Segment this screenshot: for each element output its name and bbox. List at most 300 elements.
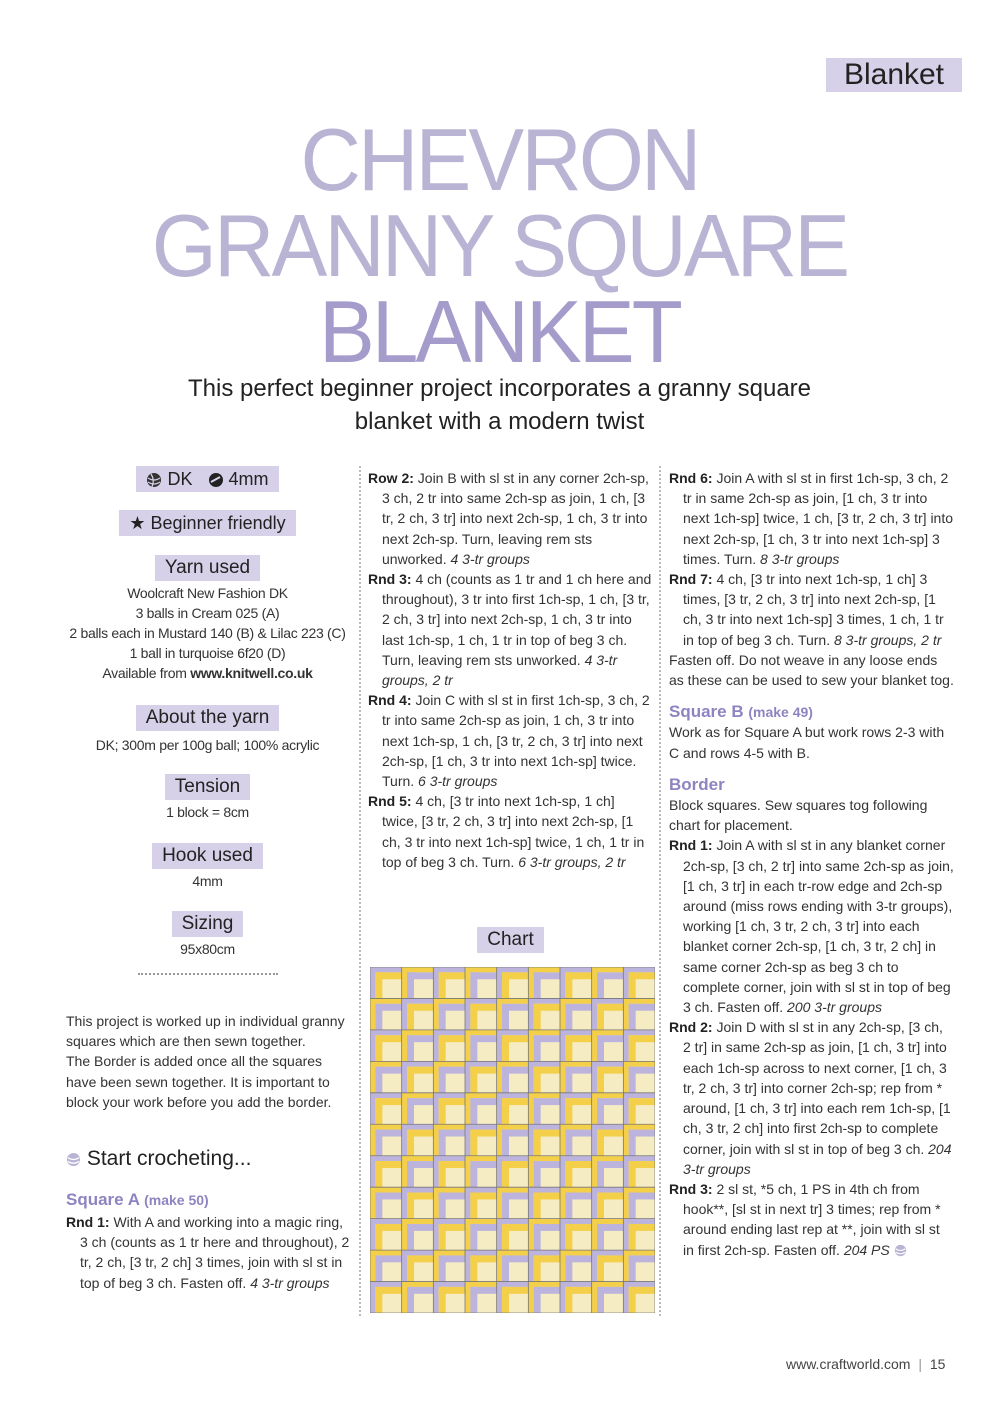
chart-square-band <box>375 1193 382 1219</box>
chart-label: Chart <box>368 927 653 953</box>
chart-square-band <box>597 1224 604 1250</box>
chart-square-band <box>528 1187 533 1218</box>
chart-square-centre <box>484 1112 493 1121</box>
chart-square-band <box>623 1250 628 1281</box>
chart-square-centre <box>579 1080 588 1089</box>
chart-square-band <box>592 1187 597 1218</box>
chart-square-band <box>597 1130 604 1156</box>
chart-square-band <box>433 998 438 1029</box>
chart-square-band <box>565 1067 572 1093</box>
chart-square-band <box>433 1061 438 1092</box>
chart-square-band <box>375 1255 382 1281</box>
chart-square-band <box>565 1287 572 1313</box>
chart-square-band <box>497 1093 502 1124</box>
divider <box>138 973 278 975</box>
chart-square-centre <box>516 1238 525 1247</box>
chart-square-band <box>407 1067 414 1093</box>
chart-square-band <box>629 1130 636 1156</box>
chart-square-band <box>565 972 572 998</box>
chart-square-centre <box>452 1206 461 1215</box>
chart-square-band <box>439 1067 446 1093</box>
chart-square-band <box>623 967 628 998</box>
chart-square-band <box>375 972 382 998</box>
chart-square-centre <box>421 1269 430 1278</box>
instructions-middle: Row 2: Join B with sl st in any corner 2ch-sp, 3 ch, 2 tr into same 2ch-sp as join, 1 ch, [3 tr, 2 ch, 3 tr] into next 2ch-sp, 1 ch, 3 tr into next 2ch-sp. Turn, leaving rem sts unworked. 4 3-tr groups Rnd 3: 4 ch (counts as 1 tr and 1 ch here and throughout), 3 tr into first 1ch-sp, 1 ch, [3 tr, 2 ch, 3 tr] into next 2ch-sp, 1 ch, 3 tr into last 1ch-sp, 1 ch, 1 tr in top of beg 3 ch. Turn, leaving rem sts unworked. 4 3-tr groups, 2 tr Rnd 4: Join C with sl st in first 1ch-sp, 3 ch, 2 tr into same 2ch-sp as join, 1 ch, 3 tr into next 1ch-sp, 1 ch, [3 tr, 2 ch, 3 tr] into next 2ch-sp, [1 ch, 3 tr into next 1ch-sp] twice. Turn. 6 3-tr groups Rnd 5: 4 ch, [3 tr into next 1ch-sp, 1 ch] twice, [3 tr, 2 ch, 3 tr] into next 2ch-sp, [1 ch, 3 tr into next 1ch-sp] twice, 1 ch, 1 tr in top of beg 3 ch. Turn. 6 3-tr groups, 2 tr <box>368 470 652 870</box>
column-divider <box>359 466 361 1316</box>
chart-square-centre <box>547 1017 556 1026</box>
chart-square-band <box>465 1156 470 1187</box>
chart-square-band <box>402 1030 407 1061</box>
chart-square-band <box>439 1098 446 1124</box>
chart-square-band <box>629 1098 636 1124</box>
chart-square-centre <box>579 1049 588 1058</box>
chart-square-band <box>502 1287 509 1313</box>
chart-square-centre <box>516 1143 525 1152</box>
chart-square-band <box>439 1255 446 1281</box>
chart-square-band <box>470 1067 477 1093</box>
chart-square-centre <box>389 1300 398 1309</box>
chart-square-centre <box>452 1017 461 1026</box>
chart-square-band <box>497 1156 502 1187</box>
chart-square-band <box>534 1287 541 1313</box>
chart-square-centre <box>452 1049 461 1058</box>
chart-square-band <box>560 967 565 998</box>
chart-square-band <box>402 1156 407 1187</box>
chart-square-centre <box>484 986 493 995</box>
chart-square-band <box>465 1250 470 1281</box>
chart-square-band <box>370 1061 375 1092</box>
chart-square-band <box>439 1224 446 1250</box>
chart-square-band <box>534 1130 541 1156</box>
chart-square-band <box>497 967 502 998</box>
chart-square-centre <box>452 1080 461 1089</box>
chart-square-band <box>592 998 597 1029</box>
chart-square-band <box>592 1282 597 1313</box>
page-number: 15 <box>929 1356 946 1372</box>
chart-square-centre <box>611 1300 620 1309</box>
chart-square-centre <box>547 1080 556 1089</box>
chart-square-band <box>402 967 407 998</box>
chart-square-band <box>407 1004 414 1030</box>
chart-square-band <box>407 1287 414 1313</box>
chart-square-band <box>560 1124 565 1155</box>
chart-square-band <box>534 1004 541 1030</box>
chart-square-band <box>497 1061 502 1092</box>
chart-square-centre <box>611 1017 620 1026</box>
chart-square-centre <box>516 1049 525 1058</box>
chart-square-band <box>597 1161 604 1187</box>
chart-square-centre <box>389 1238 398 1247</box>
chart-square-band <box>528 1124 533 1155</box>
chart-square-centre <box>611 1206 620 1215</box>
chart-square-band <box>465 1282 470 1313</box>
column-divider <box>659 466 661 1316</box>
chart-square-band <box>402 1219 407 1250</box>
chart-square-band <box>433 967 438 998</box>
chart-square-centre <box>547 1112 556 1121</box>
chart-square-band <box>597 1004 604 1030</box>
chart-square-band <box>470 1161 477 1187</box>
chart-square-centre <box>452 986 461 995</box>
chart-square-band <box>370 1124 375 1155</box>
chart-square-band <box>465 1093 470 1124</box>
chart-square-centre <box>389 1206 398 1215</box>
chart-square-centre <box>516 1080 525 1089</box>
title-line-3: BLANKET <box>318 282 681 381</box>
chart-square-band <box>439 1035 446 1061</box>
chart-square-band <box>502 1224 509 1250</box>
chart-square-centre <box>389 1269 398 1278</box>
chart-square-centre <box>579 1175 588 1184</box>
chart-square-centre <box>642 1206 651 1215</box>
chart-square-band <box>592 1250 597 1281</box>
chart-square-centre <box>484 1300 493 1309</box>
chart-square-band <box>407 1130 414 1156</box>
chart-square-band <box>502 1130 509 1156</box>
chart-square-band <box>465 1219 470 1250</box>
chart-square-band <box>560 1093 565 1124</box>
chart-square-band <box>402 1282 407 1313</box>
chart-square-band <box>433 1282 438 1313</box>
hook-icon <box>208 472 224 488</box>
chart-square-band <box>629 1067 636 1093</box>
chart-square-centre <box>516 1206 525 1215</box>
chart-square-band <box>560 1030 565 1061</box>
chart-square-band <box>402 1250 407 1281</box>
chart-square-centre <box>642 1143 651 1152</box>
chart-square-band <box>497 1219 502 1250</box>
chart-square-band <box>528 1219 533 1250</box>
footer-site[interactable]: www.craftworld.com <box>786 1356 911 1372</box>
chart-square-centre <box>421 1080 430 1089</box>
chart-square-band <box>560 1061 565 1092</box>
chart-square-band <box>402 1187 407 1218</box>
chart-square-centre <box>516 1112 525 1121</box>
chart-square-centre <box>389 1017 398 1026</box>
chart-square-centre <box>484 1269 493 1278</box>
chart-square-band <box>592 1219 597 1250</box>
chart-square-band <box>502 1004 509 1030</box>
chart-square-band <box>534 1224 541 1250</box>
chart-square-band <box>534 972 541 998</box>
chart-square-band <box>470 1193 477 1219</box>
chart-square-band <box>465 1061 470 1092</box>
about-yarn-section: About the yarn DK; 300m per 100g ball; 100% acrylic <box>95 707 320 753</box>
chart-square-band <box>370 1250 375 1281</box>
spec-level: ★ Beginner friendly <box>60 510 355 536</box>
chart-square-band <box>597 1098 604 1124</box>
chart-square-band <box>502 972 509 998</box>
chart-square-band <box>629 1224 636 1250</box>
chart-square-band <box>597 1035 604 1061</box>
chart-square-centre <box>547 1300 556 1309</box>
chart-square-band <box>534 1161 541 1187</box>
chart-square-band <box>597 1255 604 1281</box>
subtitle: This perfect beginner project incorporates a granny square blanket with a modern twist <box>187 375 811 435</box>
chart-square-band <box>439 1130 446 1156</box>
chart-square-band <box>623 1187 628 1218</box>
chart-square-centre <box>452 1238 461 1247</box>
chart-square-band <box>375 1067 382 1093</box>
chart-square-band <box>528 1030 533 1061</box>
chart-square-centre <box>421 1049 430 1058</box>
chart-square-band <box>402 1061 407 1092</box>
chart-square-band <box>597 1067 604 1093</box>
chart-square-band <box>407 972 414 998</box>
chart-square-centre <box>452 1175 461 1184</box>
chart-square-centre <box>547 986 556 995</box>
chart-square-band <box>375 1287 382 1313</box>
chart-square-centre <box>516 1269 525 1278</box>
chart-square-band <box>534 1035 541 1061</box>
chart-square-centre <box>389 1175 398 1184</box>
yarn-used-heading: Yarn used <box>155 555 260 581</box>
chart-square-band <box>623 1061 628 1092</box>
chart-square-band <box>502 1255 509 1281</box>
chart-square-centre <box>452 1300 461 1309</box>
chart-square-band <box>375 1161 382 1187</box>
chart-square-band <box>465 1124 470 1155</box>
chart-square-centre <box>389 1049 398 1058</box>
yarn-ball-icon <box>66 1152 81 1167</box>
chart-square-band <box>534 1255 541 1281</box>
chart-square-band <box>502 1035 509 1061</box>
chart-square-band <box>565 1130 572 1156</box>
chart-square-band <box>560 1187 565 1218</box>
chart-square-band <box>534 1098 541 1124</box>
chart-square-centre <box>642 1175 651 1184</box>
chart-square-centre <box>642 1017 651 1026</box>
chart-square-centre <box>516 1017 525 1026</box>
chart-square-centre <box>421 986 430 995</box>
chart-square-band <box>402 1124 407 1155</box>
chart-square-centre <box>611 1238 620 1247</box>
chart-square-band <box>407 1161 414 1187</box>
chart-square-band <box>370 1030 375 1061</box>
chart-square-centre <box>611 986 620 995</box>
chart-square-band <box>623 1030 628 1061</box>
chart-square-centre <box>484 1049 493 1058</box>
chart-square-band <box>439 1287 446 1313</box>
chart-square-band <box>402 998 407 1029</box>
chart-square-centre <box>516 986 525 995</box>
chart-square-centre <box>389 1112 398 1121</box>
chart-square-centre <box>452 1112 461 1121</box>
chart-square-band <box>629 1193 636 1219</box>
chart-square-band <box>433 1219 438 1250</box>
chart-square-band <box>465 1187 470 1218</box>
chart-square-band <box>560 1156 565 1187</box>
intro-text: This project is worked up in individual granny squares which are then sewn together. The Border is added once all the squares have been sewn together. It is important to block your work before you add the border. <box>66 1013 345 1110</box>
chart-square-centre <box>642 1049 651 1058</box>
chart-square-band <box>629 1287 636 1313</box>
chart-square-band <box>470 1255 477 1281</box>
chart-square-band <box>465 967 470 998</box>
chart-square-band <box>370 1219 375 1250</box>
chart-square-band <box>375 1035 382 1061</box>
chart-square-band <box>370 1156 375 1187</box>
chart-square-band <box>439 1004 446 1030</box>
chart-square-centre <box>547 1049 556 1058</box>
chart-square-band <box>597 1193 604 1219</box>
chart-square-centre <box>484 1206 493 1215</box>
chart-square-band <box>407 1098 414 1124</box>
chart-square-centre <box>421 1238 430 1247</box>
chart-square-centre <box>579 1238 588 1247</box>
chart-square-centre <box>421 1017 430 1026</box>
chart-square-band <box>370 1282 375 1313</box>
chart-square-band <box>597 972 604 998</box>
chart-square-centre <box>611 1175 620 1184</box>
chart-square-centre <box>611 1049 620 1058</box>
chart-square-band <box>623 1093 628 1124</box>
instructions-right: Rnd 6: Join A with sl st in first 1ch-sp, 3 ch, 2 tr in same 2ch-sp as join, [1 ch, 3 tr into next 1ch-sp] twice, 1 ch, [3 tr, 2 ch, 3 tr] into next 2ch-sp, [1 ch, 3 tr into next 1ch-sp] 3 times. Turn. 8 3-tr groups Rnd 7: 4 ch, [3 tr into next 1ch-sp, 1 ch] 3 times, [3 tr, 2 ch, 3 tr] into next 2ch-sp, [1 ch, 3 tr into next 1ch-sp] 3 times, 1 ch, 1 tr in top of beg 3 ch. Turn. 8 3-tr groups, 2 tr Fasten off. Do not weave in any loose ends as these can be used to sew your blanket tog. Square B (make 49) Work as for Square A but work rows 2-3 with C and rows 4-5 with B. Border Block squares. Sew squares tog following chart for placement. Rnd 1: Join A with sl st in any blanket corner 2ch-sp, [3 ch, 2 tr] into same 2ch-sp as join, [1 ch, 3 tr] in each tr-row edge and 2ch-sp around (miss rows ending with 3-tr groups), working [1 ch, 3 tr, 2 ch, 3 tr] into each blanket corner 2ch-sp, [1 ch, 3 tr, 2 ch] in same corner 2ch-sp as beg 3 ch to complete corner, join with sl st in top of beg 3 ch. Fasten off. 200 3-tr groups Rnd 2: Join D with sl st in any 2ch-sp, [3 ch, 2 tr] in same 2ch-sp as join, [1 ch, 3 tr] into each 1ch-sp across to next corner, [1 ch, 3 tr, 2 ch, 3 tr] into corner 2ch-sp; rep from * around, [1 ch, 3 tr] into each rem 1ch-sp, [1 ch, 3 tr, 2 ch] into first 2ch-sp to complete corner, join with sl st in top of beg 3 ch. 204 3-tr groups Rnd 3: 2 sl st, *5 ch, 1 PS in 4th ch from hook**, [sl st in next tr] 3 times; rep from * around ending last rep at **, join with sl st in first 2ch-sp. Fasten off. 204 PS <box>669 470 954 1258</box>
chart-square-band <box>560 1282 565 1313</box>
chart-square-band <box>565 1035 572 1061</box>
chart-square-band <box>497 998 502 1029</box>
chart-square-band <box>560 998 565 1029</box>
chart-square-band <box>497 1282 502 1313</box>
chart-square-centre <box>484 1175 493 1184</box>
yarn-used-section: Yarn used Woolcraft New Fashion DK 3 balls in Cream 025 (A) 2 balls each in Mustard 140 (B) & Lilac 223 (C) 1 ball in turquoise 6f20 (D) Available from www.knitwell.co.uk <box>69 557 346 681</box>
chart-square-centre <box>484 1017 493 1026</box>
chart-square-band <box>592 1061 597 1092</box>
spec-weight-hook: DK 4mm <box>60 466 355 492</box>
chart-square-centre <box>642 1238 651 1247</box>
chart-square-band <box>528 1282 533 1313</box>
chart-square-centre <box>547 1269 556 1278</box>
tension-section: Tension 1 block = 8cm <box>166 776 249 820</box>
chart-square-band <box>629 972 636 998</box>
chart-square-band <box>497 1250 502 1281</box>
chart-square-centre <box>484 1080 493 1089</box>
chart-square-band <box>375 1004 382 1030</box>
title-line-1: CHEVRON <box>300 110 699 209</box>
chart-square-band <box>407 1255 414 1281</box>
star-icon: ★ <box>129 513 146 533</box>
chart-square-centre <box>389 986 398 995</box>
chart-square-centre <box>579 1112 588 1121</box>
chart-square-centre <box>516 1300 525 1309</box>
chart-square-band <box>592 967 597 998</box>
chart-square-centre <box>389 1080 398 1089</box>
chart-square-band <box>592 1156 597 1187</box>
chart-square-band <box>370 998 375 1029</box>
chart-square-centre <box>642 1300 651 1309</box>
chart-square-band <box>407 1224 414 1250</box>
chart-square-centre <box>579 1300 588 1309</box>
chart-square-centre <box>579 1017 588 1026</box>
chart-square-band <box>528 1061 533 1092</box>
chart-square-centre <box>579 1206 588 1215</box>
chart-square-centre <box>642 1112 651 1121</box>
category-tag: Blanket <box>826 58 962 92</box>
chart-square-band <box>629 1161 636 1187</box>
chart-square-centre <box>579 986 588 995</box>
chart-square-band <box>497 1187 502 1218</box>
chart-square-centre <box>611 1112 620 1121</box>
chart-square-centre <box>547 1175 556 1184</box>
chart-square-centre <box>484 1238 493 1247</box>
chart-square-band <box>629 1255 636 1281</box>
chart-square-band <box>470 1130 477 1156</box>
chart-square-band <box>497 1030 502 1061</box>
chart-square-band <box>470 1035 477 1061</box>
chart-square-band <box>629 1004 636 1030</box>
chart-square-band <box>433 1124 438 1155</box>
chart-square-band <box>433 1187 438 1218</box>
chart-square-centre <box>611 1143 620 1152</box>
chart-square-band <box>502 1067 509 1093</box>
chart-square-centre <box>642 1080 651 1089</box>
chart-square-band <box>528 1250 533 1281</box>
chart-square-band <box>528 998 533 1029</box>
retailer-link[interactable]: www.knitwell.co.uk <box>190 665 313 681</box>
chart-square-band <box>439 1193 446 1219</box>
chart-square-band <box>433 1030 438 1061</box>
chart-square-band <box>407 1035 414 1061</box>
square-a-heading: Square A (make 50) <box>66 1190 209 1209</box>
chart-square-band <box>534 1067 541 1093</box>
chart-square-band <box>402 1093 407 1124</box>
chart-square-centre <box>421 1300 430 1309</box>
chart-square-band <box>623 1156 628 1187</box>
chart-square-band <box>560 1219 565 1250</box>
chart-square-band <box>565 1255 572 1281</box>
square-a-rnd1: Rnd 1: With A and working into a magic ring, 3 ch (counts as 1 tr here and throughout), 2 tr, 2 ch, [3 tr, 2 ch] 3 times, join with sl st in top of beg 3 ch. Fasten off. 4 3-tr groups <box>66 1214 350 1291</box>
chart-square-band <box>470 1287 477 1313</box>
chart-square-band <box>528 967 533 998</box>
chart-square-centre <box>421 1143 430 1152</box>
chart-square-band <box>433 1250 438 1281</box>
chart-square-centre <box>611 1080 620 1089</box>
chart-square-band <box>470 1224 477 1250</box>
chart-square-centre <box>579 1143 588 1152</box>
chart-square-centre <box>389 1143 398 1152</box>
chart-square-centre <box>452 1143 461 1152</box>
chart-square-band <box>528 1156 533 1187</box>
chart-square-band <box>565 1161 572 1187</box>
yarn-ball-icon <box>146 472 162 488</box>
title-line-2: GRANNY SQUARE <box>151 196 848 295</box>
chart-square-band <box>375 1130 382 1156</box>
chart-square-band <box>439 972 446 998</box>
chart-square-band <box>592 1030 597 1061</box>
chart-square-band <box>370 1093 375 1124</box>
chart-square-band <box>528 1093 533 1124</box>
chart-square-band <box>597 1287 604 1313</box>
chart-square-band <box>629 1035 636 1061</box>
chart-square-centre <box>421 1206 430 1215</box>
chart-square-centre <box>642 986 651 995</box>
chart-square-band <box>565 1098 572 1124</box>
chart-square-band <box>502 1161 509 1187</box>
chart-square-centre <box>421 1112 430 1121</box>
chart-square-centre <box>547 1143 556 1152</box>
chart-square-centre <box>452 1269 461 1278</box>
chart-square-band <box>375 1224 382 1250</box>
chart-square-band <box>470 1098 477 1124</box>
chart-square-band <box>470 1004 477 1030</box>
sizing-section: Sizing 95x80cm <box>60 911 355 959</box>
chart-square-band <box>592 1093 597 1124</box>
chart-square-band <box>565 1004 572 1030</box>
chart-square-band <box>497 1124 502 1155</box>
chart-square-band <box>465 998 470 1029</box>
chart-square-centre <box>421 1175 430 1184</box>
chart-square-band <box>439 1161 446 1187</box>
hook-used-section: Hook used 4mm <box>60 843 355 891</box>
